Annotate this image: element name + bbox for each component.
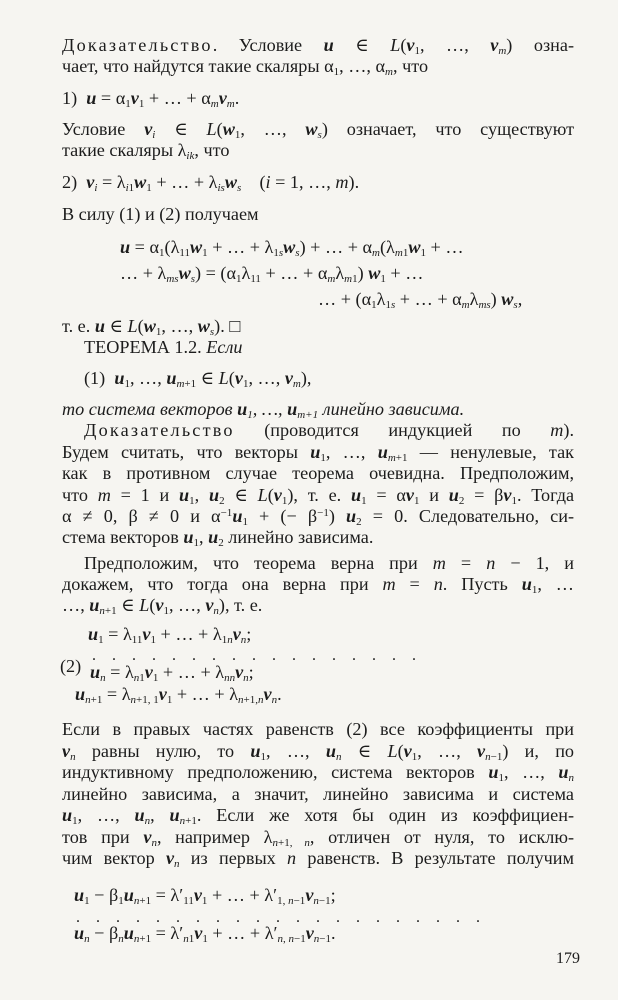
qed-symbol: □ xyxy=(229,316,241,336)
formula-line: $u_1 - \beta_1u_{n+1} = \lambda'_{11}v_1$ + … + $\lambda'_{1, n-1}v_{n-1}$; xyxy=(74,885,336,907)
formula-line: $u_n = \lambda_{n1}v_1$ + … + $\lambda_{nn}v_n$; xyxy=(90,662,254,684)
text-line: тов при $v_n$, например $\lambda_{n+1, n}$, отличен от нуля, то исклю- xyxy=(62,827,575,849)
page-number: 179 xyxy=(556,950,580,967)
text-line: Если в правых частях равенств (2) все коэффициенты при xyxy=(62,719,574,739)
formula-line: 2) $v_i = \lambda_{i1}w_1$ + … + $\lambda_{is}w_s$ (i = 1, …, m). xyxy=(62,172,360,194)
text-line: Условие $v_i$ ∈ $L(w_1$, …, $w_s$) означает, что существуют xyxy=(62,119,575,141)
text-line xyxy=(84,336,242,358)
text-line: докажем, что тогда она верна при m = n. Пусть $u_1$, … xyxy=(62,574,574,596)
text-line: Предположим, что теорема верна при m = n − 1, и xyxy=(84,553,574,573)
formula-line: … + ($\alpha_1\lambda_{1s}$ + … + $\alpha_m\lambda_{ms}$) $w_s$, xyxy=(318,289,523,311)
ellipsis-row: . . . . . . . . . . . . . . . . . . . . . xyxy=(76,909,486,926)
text-line: индуктивному предположению, система векторов $u_1$, …, $u_n$ xyxy=(62,762,575,784)
text-line: …, $u_{n+1}$ ∈ $L(v_1$, …, $v_n$), т. е. xyxy=(62,595,263,617)
text-line: что m = 1 и $u_1$, $u_2$ ∈ $L(v_1)$, т. е. $u_1 = \alpha v_1$ и $u_2 = \beta v_1$. Тогда xyxy=(62,485,575,507)
proof-heading: Доказательство xyxy=(62,35,213,55)
text-line: Доказательство. Условие u ∈ $L(v_1$, …, $v_m$) озна- xyxy=(62,35,575,57)
text-line: как в противном случае теорема очевидна. Предположим, xyxy=(62,463,574,483)
formula-line: $u_n - \beta_nu_{n+1} = \lambda'_{n1}v_1$ + … + $\lambda'_{n, n-1}v_{n-1}$. xyxy=(74,923,336,945)
text-line: стема векторов $u_1$, $u_2$ линейно зависима. xyxy=(62,527,374,549)
text-line: то система векторов $u_1$, …, $u_{m+1}$ линейно зависима. xyxy=(62,399,465,421)
text-line: линейно зависима, а значит, линейно зависима и система xyxy=(62,784,574,804)
formula-line: $u = \alpha_1(\lambda_{11}w_1$ + … + $\lambda_{1s}w_s$) + … + $\alpha_m(\lambda_{m1}w_1$ + … xyxy=(120,237,464,259)
text-line: α ≠ 0, β ≠ 0 и $\alpha^{-1}u_1$ + (− $\beta^{-1}$) $u_2 = 0$. Следовательно, си- xyxy=(62,506,574,528)
text-line: Доказательство (проводится индукцией по m). xyxy=(84,420,574,440)
text-line: Будем считать, что векторы $u_1$, …, $u_{m+1}$ — ненулевые, так xyxy=(62,442,574,464)
formula-line: $u_{n+1} = \lambda_{n+1, 1}v_1$ + … + $\lambda_{n+1,n}v_n$. xyxy=(75,684,282,706)
text-line: т. е. u ∈ $L(w_1$, …, $w_s$). □ xyxy=(62,316,241,338)
theorem-if: Если xyxy=(206,337,243,357)
text-line: такие скаляры $\lambda_{ik}$, что xyxy=(62,140,230,162)
text-line: $v_n$ равны нулю, то $u_1$, …, $u_n$ ∈ $L(v_1$, …, $v_{n-1}$) и, по xyxy=(62,741,575,763)
text-line: $u_1$, …, $u_n$, $u_{n+1}$. Если же хотя бы один из коэффициен- xyxy=(62,805,575,827)
ellipsis-row: . . . . . . . . . . . . . . . . . xyxy=(92,647,422,664)
formula-line: … + $\lambda_{ms}w_s) = (\alpha_1\lambda_{11}$ + … + $\alpha_m\lambda_{m1}$) $w_1$ + … xyxy=(120,263,424,285)
proof-heading-2: Доказательство xyxy=(84,420,235,440)
text-line: чает, что найдутся такие скаляры $\alpha_1$, …, $\alpha_m$, что xyxy=(62,56,429,78)
formula-line: (1) $u_1$, …, $u_{m+1}$ ∈ $L(v_1$, …, $v_m$), xyxy=(84,368,312,390)
text-line: В силу (1) и (2) получаем xyxy=(62,204,259,224)
equation-number: (2) xyxy=(60,656,82,676)
theorem-label: ТЕОРЕМА 1.2. xyxy=(84,337,202,357)
formula-line: $u_1 = \lambda_{11}v_1$ + … + $\lambda_{1n}v_n$; xyxy=(88,624,252,646)
formula-line: 1) $u = \alpha_1v_1$ + … + $\alpha_mv_m$. xyxy=(62,88,240,110)
text-line: чим вектор $v_n$ из первых n равенств. В результате получим xyxy=(62,848,574,870)
